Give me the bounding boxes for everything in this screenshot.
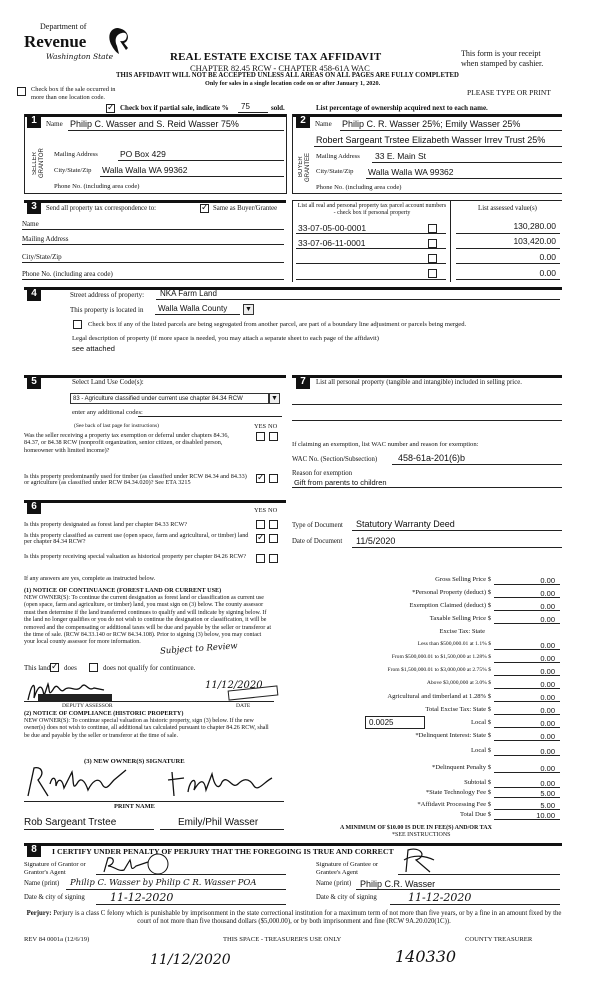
assessor-date: 11/12/2020	[205, 680, 263, 691]
grantee-signature-label: Signature of Grantee or Grantee's Agent	[316, 861, 379, 876]
certify-statement: I CERTIFY UNDER PENALTY OF PERJURY THAT THE FOREGOING IS TRUE AND CORRECT	[52, 847, 394, 856]
calc-line	[494, 688, 560, 689]
located-label: This property is located in	[70, 306, 144, 314]
perjury-notice	[24, 910, 564, 926]
county-treasurer: COUNTY TREASURER	[465, 936, 533, 943]
grantor-name-label: Name (print)	[24, 880, 60, 887]
corr-phone-line	[22, 279, 284, 280]
section8-bar	[24, 843, 562, 846]
seller-city-line	[100, 176, 284, 177]
sales-note: Only for sales in a single location code on or after January 1, 2020.	[205, 80, 381, 87]
calc-label: Gross Selling Price $	[435, 576, 491, 583]
grantor-signature-icon	[100, 852, 280, 876]
county-line	[155, 314, 240, 315]
s6-yes-header: YES	[254, 507, 267, 514]
calc-label: Exemption Claimed (deduct) $	[409, 602, 491, 609]
section2-bar	[292, 114, 562, 117]
assessed-value[interactable]: 103,420.00	[513, 236, 556, 246]
grantor-date-line	[96, 904, 286, 905]
calc-value[interactable]: 5.00	[540, 789, 555, 798]
calc-label: Subtotal $	[464, 779, 491, 786]
grantor-signature-label: Signature of Grantor or Grantor's Agent	[24, 861, 86, 876]
personal-property-checkbox[interactable]	[428, 269, 437, 278]
parcel-number[interactable]: 33-07-05-00-0001	[298, 223, 367, 233]
corr-city-line	[22, 262, 284, 263]
assessed-value[interactable]: 130,280.00	[513, 221, 556, 231]
calc-value[interactable]: 5.00	[540, 801, 555, 810]
see-instructions: *SEE INSTRUCTIONS	[392, 832, 451, 838]
land-does-checkbox[interactable]	[50, 663, 59, 672]
form-warning: THIS AFFIDAVIT WILL NOT BE ACCEPTED UNLESS ALL AREAS ON ALL PAGES ARE FULLY COMPLETED	[116, 72, 459, 79]
assessed-header: List assessed value(s)	[478, 205, 537, 212]
new-owner-signature-line	[24, 801, 284, 802]
section6-number: 6	[27, 500, 41, 514]
parcel-header: List all real and personal property tax parcel account numbers - check box if personal property	[297, 203, 447, 216]
parcel-line	[296, 263, 446, 264]
calc-label: *State Technology Fee $	[425, 789, 491, 796]
buyer-side-label: BUYER GRANTEE	[298, 152, 311, 182]
grantee-name-value[interactable]: Philip C.R. Wasser	[360, 879, 436, 889]
assessed-line	[456, 279, 560, 280]
s5-question-2: Is this property predominantly used for timber (as classified under RCW 84.34 and 84.33) or agriculture (as classified under RCW 84.34.020)? See ETA 3215	[24, 473, 247, 487]
buyer-phone-label: Phone No. (including area code)	[316, 184, 402, 191]
calc-line	[494, 809, 560, 810]
calc-value[interactable]: 0.00	[540, 589, 555, 598]
s6-q1-yes-checkbox[interactable]	[256, 520, 265, 529]
calc-line	[494, 787, 560, 788]
calc-value[interactable]: 0.00	[540, 764, 555, 773]
parcel-number[interactable]: 33-07-06-11-0001	[298, 238, 366, 248]
see-back-note: (See back of last page for instructions)	[74, 423, 159, 429]
perjury-bold: Perjury:	[26, 910, 52, 917]
seller-mailing-label: Mailing Address	[54, 151, 98, 158]
calc-line	[494, 623, 560, 624]
calc-line	[494, 649, 560, 650]
does-not-label: does not qualify for continuance.	[103, 664, 196, 672]
grantee-name-line	[356, 889, 560, 890]
calc-label: From $1,500,000.01 to $3,000,000 at 2.75% $	[387, 667, 491, 673]
calc-label: Agricultural and timberland at 1.28% $	[387, 693, 491, 700]
legal-value[interactable]: see attached	[72, 344, 115, 353]
s6-question-2: Is this property classified as current use (open space, farm and agricultural, or timber) land per chapter 84.34 RCW?	[24, 532, 249, 546]
please-type: PLEASE TYPE OR PRINT	[467, 88, 551, 97]
calc-line	[494, 701, 560, 702]
local-rate-field[interactable]: 0.0025	[365, 716, 425, 729]
section5-bar	[24, 375, 286, 378]
buyer-name-value[interactable]: Philip C. R. Wasser 25%; Emily Wasser 25%	[342, 119, 521, 129]
reason-label: Reason for exemption	[292, 470, 353, 477]
section1-border	[24, 114, 25, 194]
same-as-buyer-label: Same as Buyer/Grantee	[213, 205, 278, 212]
calc-label: From $500,000.01 to $1,500,000 at 1.28% $	[391, 654, 491, 660]
land-use-dropdown-icon[interactable]: ▼	[269, 393, 280, 404]
minimum-note: A MINIMUM OF $10.00 IS DUE IN FEE(S) AND/OR TAX	[340, 825, 492, 831]
partial-sale-checkbox[interactable]	[106, 104, 115, 113]
section6-bar	[24, 500, 286, 503]
section8-number: 8	[27, 843, 41, 857]
legal-label: Legal description of property (if more space is needed, you may attach a separate sheet to each page of the affidavit)	[72, 335, 379, 342]
calc-label: *Delinquent Interest: State $	[415, 732, 491, 739]
personal-property-checkbox[interactable]	[428, 239, 437, 248]
buyer-city-value[interactable]: Walla Walla WA 99362	[368, 167, 454, 177]
s6-q3-no-checkbox[interactable]	[269, 554, 278, 563]
s5-q1-yes-checkbox[interactable]	[256, 432, 265, 441]
segregated-checkbox[interactable]	[73, 320, 82, 329]
s6-q3-yes-checkbox[interactable]	[256, 554, 265, 563]
section3-number: 3	[27, 200, 41, 214]
multi-location-checkbox[interactable]	[17, 87, 26, 96]
form-subtitle: CHAPTER 82.45 RCW - CHAPTER 458-61A WAC	[190, 63, 370, 73]
calc-value[interactable]: 0.00	[540, 576, 555, 585]
print-name-1[interactable]: Rob Sargeant Trstee	[24, 817, 117, 828]
calc-value[interactable]: 0.00	[540, 779, 555, 788]
grantee-name-label: Name (print)	[316, 880, 352, 887]
section3-bar	[24, 200, 286, 203]
calc-value[interactable]: 0.00	[540, 747, 555, 756]
parcel-line	[296, 248, 446, 249]
corr-mailing-label: Mailing Address	[22, 235, 69, 243]
buyer-mailing-value[interactable]: 33 E. Main St	[375, 151, 427, 161]
partial-pct-value[interactable]: 75	[241, 102, 250, 111]
grantee-date-value[interactable]: 11-12-2020	[408, 891, 472, 904]
print-name-2-line	[160, 829, 284, 830]
seller-city-label: City/State/Zip	[54, 167, 92, 174]
doc-type-value[interactable]: Statutory Warranty Deed	[356, 519, 455, 529]
wac-value[interactable]: 458-61a-201(6)b	[398, 453, 466, 463]
calc-label: Taxable Selling Price $	[429, 615, 491, 622]
calc-line	[494, 797, 560, 798]
send-correspondence-label: Send all property tax correspondence to:	[46, 205, 157, 212]
notice2-body: NEW OWNER(S): To continue special valuation as historic property, sign (3) below. If the new owner(s) does not wish to continue, all additional tax calculated pursuant to chapter 84.26 RCW, shall be due and payable by the seller or transferor at the time of sale.	[24, 718, 269, 739]
assessed-line	[456, 233, 560, 234]
s5-question-1: Was the seller receiving a property tax exemption or deferral under chapters 84.36, 84.37, or 84.38 RCW (nonprofit organization, senior citizen, or disabled person, homeowner with limited income)?	[24, 432, 229, 454]
reason-value[interactable]: Gift from parents to children	[294, 478, 387, 487]
calc-line	[494, 597, 560, 598]
section1-bar	[24, 114, 286, 117]
calc-value[interactable]: 0.00	[540, 602, 555, 611]
section2-number: 2	[296, 114, 310, 128]
calc-value[interactable]: 0.00	[540, 680, 555, 689]
additional-codes-label: enter any additional codes:	[72, 409, 143, 416]
calc-value[interactable]: 0.00	[540, 732, 555, 741]
seller-city-value[interactable]: Walla Walla WA 99362	[102, 165, 188, 175]
receipt-note-1: This form is your receipt	[461, 49, 541, 58]
date-label: DATE	[236, 703, 251, 709]
s5-yes-header: YES	[254, 423, 267, 430]
calc-value[interactable]: 0.00	[540, 654, 555, 663]
calc-label: Above $3,000,000 at 3.0% $	[426, 680, 491, 686]
calc-value[interactable]: 10.00	[536, 811, 555, 820]
ownership-note: List percentage of ownership acquired next to each name.	[316, 104, 488, 112]
s6-q2-no-checkbox[interactable]	[269, 534, 278, 543]
section2-border	[292, 114, 293, 194]
parcel-line	[296, 233, 446, 234]
section2-bottom	[292, 193, 562, 194]
calc-line	[494, 819, 560, 820]
notice1-body: NEW OWNER(S): To continue the current designation as forest land or classification as current use (open space, farm and agriculture, or timber) land, you must sign on (3) below. The county assessor must then determine if the land transferred continues to qualify and will indicate by signing below. If the land no longer qualifies or you do not wish to continue the designation or classification, it will be removed and the compensating or additional taxes will be due and payable by the seller or transferor at the time of sale. (RCW 84.33.140 or RCW 84.34.108). Prior to signing (3) below, you may contact your local county assessor for more information.	[24, 595, 272, 646]
partial-sale-label: Check box if partial sale, indicate %	[120, 104, 229, 112]
s5-q2-yes-checkbox[interactable]	[256, 474, 265, 483]
notice1-title: (1) NOTICE OF CONTINUANCE (FOREST LAND OR CURRENT USE)	[24, 587, 222, 594]
calc-line	[494, 610, 560, 611]
personal-property-label: List all personal property (tangible and intangible) included in selling price.	[316, 379, 522, 386]
section7-bar	[292, 375, 562, 378]
doc-date-value[interactable]: 11/5/2020	[356, 536, 396, 546]
s6-instructions: If any answers are yes, complete as instructed below.	[24, 575, 156, 582]
section5-number: 5	[27, 375, 41, 389]
corr-name-label: Name	[22, 220, 39, 228]
seller-phone-label: Phone No. (including area code)	[54, 183, 140, 190]
buyer-city-label: City/State/Zip	[316, 168, 354, 175]
wac-line	[392, 464, 562, 465]
handwritten-number: 140330	[395, 947, 457, 966]
parcel-line	[296, 279, 446, 280]
perjury-text: Perjury is a class C felony which is punishable by imprisonment in the state correctional institution for a maximum term of not more than five years, or by a fine in an amount fixed by the court of not more than five thousand dollars ($5,000.00), or by both imprisonment and fine (RCW 9A.20.020(1C)).	[53, 910, 562, 925]
buyer-mailing-line	[372, 162, 562, 163]
corr-city-label: City/State/Zip	[22, 253, 62, 261]
local-label: Local $	[471, 719, 491, 726]
grantor-date-value[interactable]: 11-12-2020	[110, 891, 174, 904]
seller-mailing-line	[118, 160, 284, 161]
county-select[interactable]: Walla Walla County	[158, 304, 228, 313]
calc-value[interactable]: 0.00	[540, 615, 555, 624]
segregated-label: Check box if any of the listed parcels are being segregated from another parcel, are part of a boundary line adjustment or parcels being merged.	[88, 321, 467, 328]
doc-date-label: Date of Document	[292, 538, 343, 545]
dept-state: Washington State	[46, 52, 114, 61]
calc-line	[494, 584, 560, 585]
assessed-value[interactable]: 0.00	[539, 252, 556, 262]
wac-label: WAC No. (Section/Subsection)	[292, 456, 378, 463]
calc-value[interactable]: 0.00	[540, 641, 555, 650]
calc-line	[494, 772, 560, 773]
grantee-date-line	[390, 904, 560, 905]
buyer-name-value-2[interactable]: Robert Sargeant Trstee Elizabeth Wasser Irrev Trust 25%	[316, 135, 546, 145]
reason-line	[292, 487, 562, 488]
new-owner-signatures-icon	[22, 762, 282, 802]
seller-name-label: Name	[46, 120, 63, 128]
grantor-signature-line	[96, 874, 286, 875]
personal-property-checkbox[interactable]	[428, 224, 437, 233]
s5-no-header: NO	[268, 423, 278, 430]
print-name-label: PRINT NAME	[114, 803, 155, 810]
calc-label: *Delinquent Penalty $	[432, 764, 491, 771]
multi-location-label: Check box if the sale occurred in more than one location code.	[31, 86, 116, 101]
calc-line	[494, 714, 560, 715]
doc-type-label: Type of Document	[292, 522, 343, 529]
doc-date-line	[352, 547, 562, 548]
grantor-date-label: Date & city of signing	[24, 894, 85, 901]
land-use-label: Select Land Use Code(s):	[72, 378, 144, 386]
land-does-not-checkbox[interactable]	[89, 663, 98, 672]
assessor-label: DEPUTY ASSESSOR	[62, 703, 113, 709]
calc-line	[494, 755, 560, 756]
this-land-label: This land	[24, 664, 51, 672]
receipt-note-2: when stamped by cashier.	[461, 59, 544, 68]
calc-line	[494, 662, 560, 663]
seller-name-line	[68, 130, 284, 131]
county-dropdown-icon[interactable]: ▼	[243, 304, 254, 315]
treasurer-space: THIS SPACE - TREASURER'S USE ONLY	[223, 936, 342, 943]
doc-type-line	[352, 530, 562, 531]
calc-label: Less than $500,000.01 at 1.1% $	[417, 641, 491, 647]
local-value[interactable]: 0.00	[540, 719, 555, 728]
s6-question-1: Is this property designated as forest land per chapter 84.33 RCW?	[24, 521, 188, 528]
buyer-name-label: Name	[315, 120, 332, 128]
revenue-logo-icon	[106, 26, 130, 56]
section4-bar	[24, 287, 562, 290]
s5-q2-no-checkbox[interactable]	[269, 474, 278, 483]
s6-question-3: Is this property receiving special valuation as historical property per chapter 84.26 RCW?	[24, 553, 247, 560]
form-title: REAL ESTATE EXCISE TAX AFFIDAVIT	[170, 51, 382, 63]
grantor-name-value[interactable]: Philip C. Wasser by Philip C R. Wasser POA	[70, 878, 257, 888]
section4-number: 4	[27, 287, 41, 301]
street-label: Street address of property:	[70, 291, 145, 299]
s5-q1-no-checkbox[interactable]	[269, 432, 278, 441]
assessor-line	[24, 701, 274, 702]
grantee-signature-icon	[400, 846, 440, 876]
handwritten-date: 11/12/2020	[150, 952, 231, 968]
assessed-value[interactable]: 0.00	[539, 268, 556, 278]
s6-q1-no-checkbox[interactable]	[269, 520, 278, 529]
calc-line	[494, 675, 560, 676]
personal-line-2	[292, 420, 562, 421]
exemption-label: If claiming an exemption, list WAC number and reason for exemption:	[292, 441, 479, 448]
section1-number: 1	[27, 114, 41, 128]
calc-label: Local $	[471, 747, 491, 754]
corr-name-line	[22, 229, 284, 230]
calc-label: *Personal Property (deduct) $	[412, 589, 491, 596]
buyer-city-line	[366, 178, 562, 179]
partial-pct-line	[238, 112, 268, 113]
calc-value[interactable]: 0.00	[540, 667, 555, 676]
same-as-buyer-checkbox[interactable]	[200, 204, 209, 213]
buyer-mailing-label: Mailing Address	[316, 153, 360, 160]
buyer-name2-line	[314, 146, 562, 147]
partial-sale-suffix: sold.	[271, 104, 285, 112]
street-line	[156, 299, 560, 300]
buyer-name-line	[340, 130, 562, 131]
assessed-line	[456, 263, 560, 264]
personal-property-checkbox[interactable]	[428, 254, 437, 263]
dept-name: Revenue	[24, 32, 87, 51]
calc-line	[494, 740, 560, 741]
calc-label: *Affidavit Processing Fee $	[417, 801, 491, 808]
calc-label: Total Due $	[459, 811, 491, 818]
calc-value[interactable]: 0.00	[540, 693, 555, 702]
calc-line	[494, 727, 560, 728]
print-name-2[interactable]: Emily/Phil Wasser	[178, 817, 259, 828]
calc-value[interactable]: 0.00	[540, 706, 555, 715]
print-name-1-line	[24, 829, 154, 830]
s6-no-header: NO	[268, 507, 278, 514]
corr-phone-label: Phone No. (including area code)	[22, 270, 113, 278]
personal-line-1	[292, 404, 562, 405]
seller-side-label: SELLER GRANTOR	[32, 148, 45, 178]
s6-q2-yes-checkbox[interactable]	[256, 534, 265, 543]
street-value[interactable]: NKA Farm Land	[160, 289, 217, 298]
grantee-date-label: Date & city of signing	[316, 894, 377, 901]
notice2-title: (2) NOTICE OF COMPLIANCE (HISTORIC PROPERTY)	[24, 710, 184, 717]
dept-top: Department of	[40, 22, 87, 31]
grantor-name-line	[66, 889, 286, 890]
land-use-select[interactable]: 83 - Agriculture classified under current use chapter 84.34 RCW	[70, 393, 269, 404]
seller-name-value[interactable]: Philip C. Wasser and S. Reid Wasser 75%	[70, 119, 239, 129]
calc-label: Total Excise Tax: State $	[425, 706, 491, 713]
additional-codes-line	[138, 416, 282, 417]
seller-mailing-value[interactable]: PO Box 429	[120, 149, 166, 159]
assessed-line	[456, 248, 560, 249]
subject-review-note: Subject to Review	[159, 641, 239, 657]
section1-bottom	[24, 193, 286, 194]
new-owner-signature-label: (3) NEW OWNER(S) SIGNATURE	[84, 758, 185, 765]
does-label: does	[64, 664, 77, 672]
corr-mailing-line	[22, 244, 284, 245]
section7-number: 7	[296, 375, 310, 389]
calc-label: Excise Tax: State	[439, 628, 485, 635]
parcel-top-border	[292, 200, 562, 201]
parcel-mid-border	[450, 200, 451, 282]
form-number: REV 84 0001a (12/6/19)	[24, 936, 90, 943]
parcel-left-border	[292, 200, 293, 282]
section-divider	[286, 114, 287, 194]
grantee-signature-line	[398, 874, 560, 875]
